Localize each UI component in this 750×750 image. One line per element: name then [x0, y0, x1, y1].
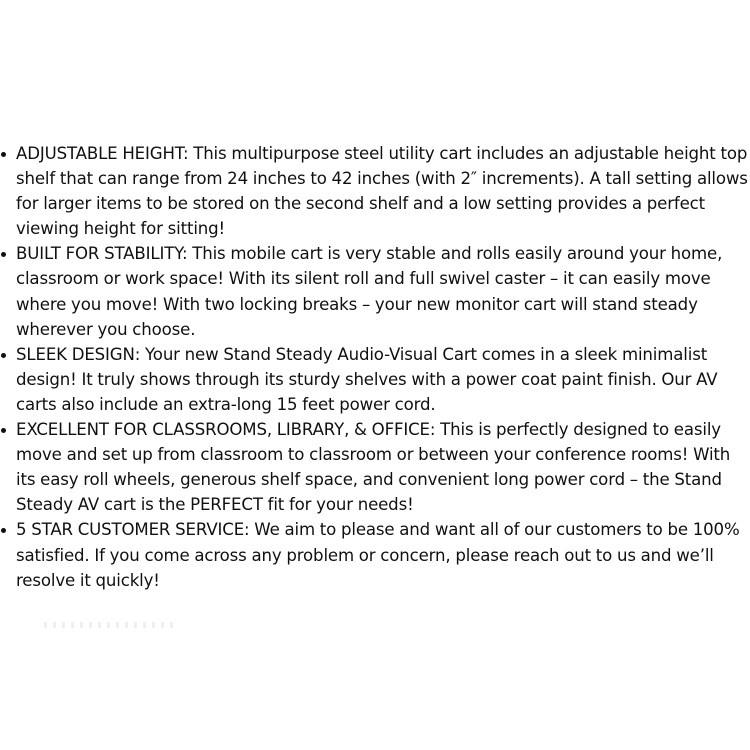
feature-adjustable-height [0, 141, 750, 241]
bullet-icon [1, 252, 6, 257]
feature-text: BUILT FOR STABILITY: This mobile cart is very stable and rolls easily around your home, classroom or work space! With its silent roll and full swivel caster – it can easily move where you move! With two locking breaks – your new monitor cart will stand steady wherever you choose. [16, 244, 723, 339]
faded-text-artifact [44, 622, 174, 628]
feature-bullet-list [0, 141, 750, 593]
bullet-icon [1, 353, 6, 358]
feature-text: 5 STAR CUSTOMER SERVICE: We aim to please and want all of our customers to be 100% satisfied. If you come across any problem or concern, please reach out to us and we’ll resolve it quickly! [16, 520, 740, 590]
feature-customer-service [0, 517, 750, 592]
bullet-icon [1, 528, 6, 533]
feature-sleek-design [0, 342, 750, 417]
feature-built-for-stability [0, 241, 750, 341]
feature-text: SLEEK DESIGN: Your new Stand Steady Audio-Visual Cart comes in a sleek minimalist design! It truly shows through its sturdy shelves with a power coat paint finish. Our AV carts also include an extra-long 15 feet power cord. [16, 344, 718, 414]
bullet-icon [1, 428, 6, 433]
bullet-icon [1, 152, 6, 157]
feature-text: ADJUSTABLE HEIGHT: This multipurpose steel utility cart includes an adjustable height top shelf that can range from 24 inches to 42 inches (with 2″ increments). A tall setting allows for larger items to be stored on the second shelf and a low setting provides a perfect viewing height for sitting! [16, 144, 748, 239]
feature-text: EXCELLENT FOR CLASSROOMS, LIBRARY, & OFFICE: This is perfectly designed to easily move and set up from classroom to classroom or between your conference rooms! With its easy roll wheels, generous shelf space, and convenient long power cord – the Stand Steady AV cart is the PERFECT fit for your needs! [16, 420, 731, 515]
feature-excellent-for-classrooms [0, 417, 750, 517]
